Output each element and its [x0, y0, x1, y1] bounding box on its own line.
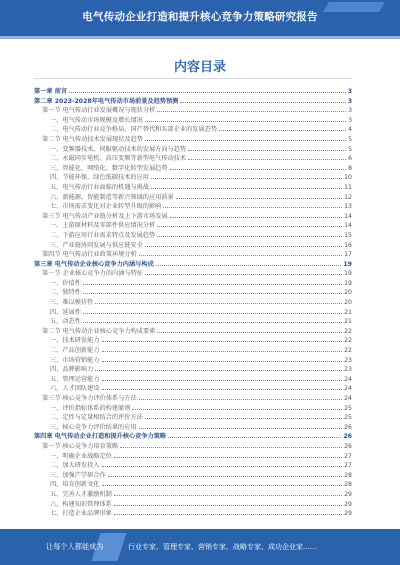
toc-entry[interactable]	[34, 316, 352, 326]
toc-leader-dots	[145, 115, 346, 122]
toc-entry-page: 3	[348, 107, 352, 115]
toc-leader-dots	[145, 268, 342, 275]
toc-entry-page: 17	[344, 251, 352, 259]
toc-leader-dots	[108, 470, 342, 477]
toc-entry-page: 5	[348, 145, 352, 153]
toc-entry-page: 27	[344, 462, 352, 470]
toc-entry-page: 3	[347, 88, 352, 95]
toc-entry[interactable]	[34, 307, 352, 317]
toc-entry-label: 三、市场营销能力	[50, 356, 100, 364]
toc-entry-label: 二、下游应用行业需求特点及发展趋势	[50, 231, 156, 239]
toc-entry[interactable]	[34, 499, 352, 509]
toc-entry-label: 五、电气传动行业面临的机遇与挑战	[50, 183, 149, 191]
toc-entry[interactable]	[34, 451, 352, 461]
toc-entry-page: 19	[343, 260, 352, 268]
toc-entry-label: 第三节 核心竞争力评价体系与方法	[42, 395, 137, 402]
toc-leader-dots	[170, 211, 342, 218]
toc-entry-label: 第一章 前言	[34, 88, 68, 95]
toc-entry[interactable]	[34, 383, 352, 393]
toc-entry[interactable]	[34, 278, 352, 288]
toc-entry[interactable]	[34, 115, 352, 125]
toc-entry-page: 3	[348, 116, 352, 124]
toc-leader-dots	[145, 240, 342, 247]
toc-entry-page: 5	[348, 135, 352, 143]
toc-leader-dots	[168, 431, 341, 438]
toc-entry-page: 29	[344, 490, 352, 498]
toc-entry[interactable]	[34, 134, 352, 144]
toc-leader-dots	[157, 105, 346, 112]
toc-entry[interactable]	[34, 192, 352, 202]
toc-leader-dots	[157, 326, 342, 333]
toc-entry-label: 一、技术研发能力	[50, 337, 100, 345]
toc-entry-page: 26	[343, 433, 352, 441]
toc-entry-label: 七、市场需求变化对企业转型升级的影响	[50, 203, 162, 211]
toc-entry-label: 一、变频器技术、伺服驱动技术的发展方向与趋势	[50, 145, 187, 153]
toc-entry-label: 一、电气传动市场规模及增长情况	[50, 116, 143, 124]
toc-leader-dots	[102, 383, 343, 390]
toc-entry-page: 20	[344, 289, 352, 297]
toc-entry-label: 第二节 电气传动技术发展现状及趋势	[42, 135, 143, 143]
toc-entry-page: 21	[344, 318, 352, 326]
toc-entry[interactable]	[34, 124, 352, 134]
toc-leader-dots	[83, 278, 342, 285]
toc-entry-page: 27	[344, 452, 352, 460]
toc-entry-label: 一、价值性	[50, 279, 81, 287]
toc-entry[interactable]	[34, 364, 352, 374]
toc-entry-label: 四、品牌影响力	[50, 366, 94, 374]
toc-entry-label: 三、核心竞争力评价结果的应用	[50, 423, 137, 431]
toc-entry-label: 五、管理运营能力	[50, 375, 100, 383]
toc-entry-page: 26	[344, 423, 352, 431]
toc-entry-page: 4	[348, 126, 352, 134]
header-underline	[0, 36, 400, 39]
toc-entry-page: 21	[344, 308, 352, 316]
toc-leader-dots	[139, 422, 343, 429]
toc-entry-page: 20	[344, 299, 352, 307]
toc-leader-dots	[188, 144, 346, 151]
toc-entry-label: 第一节 核心竞争力培育策略	[42, 442, 119, 450]
toc-entry-page: 26	[344, 442, 352, 450]
toc-entry[interactable]	[34, 345, 352, 355]
toc-entry-label: 七、打造企业品牌形象	[50, 510, 112, 518]
toc-entry-label: 五、动态性	[50, 318, 81, 326]
toc-leader-dots	[83, 287, 342, 294]
toc-entry[interactable]	[34, 144, 352, 154]
toc-entry-page: 3	[347, 97, 352, 105]
toc-entry[interactable]	[34, 479, 352, 489]
toc-entry[interactable]	[34, 431, 352, 441]
toc-leader-dots	[69, 86, 346, 93]
toc-entry-page: 29	[344, 500, 352, 508]
toc-entry-label: 三、产业链协同发展与供应链安全	[50, 241, 143, 249]
page-footer	[0, 529, 400, 565]
toc-leader-dots	[102, 355, 343, 362]
toc-entry-page: 14	[344, 222, 352, 230]
toc-leader-dots	[102, 460, 343, 467]
toc-leader-dots	[170, 163, 347, 170]
toc-leader-dots	[157, 220, 342, 227]
toc-entry-page: 10	[344, 174, 352, 182]
toc-entry[interactable]	[34, 96, 352, 106]
toc-entry-label: 第三节 电气传动产业链分析及上下游市场发展	[42, 212, 168, 220]
toc-leader-dots	[95, 297, 342, 304]
toc-leader-dots	[156, 259, 342, 266]
toc-entry[interactable]	[34, 153, 352, 163]
toc-entry[interactable]	[34, 259, 352, 269]
toc-entry[interactable]	[34, 460, 352, 470]
toc-title: 内容目录	[173, 60, 226, 75]
toc-entry[interactable]	[34, 335, 352, 345]
toc-entry[interactable]	[34, 287, 352, 297]
toc-entry-page: 8	[348, 164, 352, 172]
toc-leader-dots	[139, 249, 342, 256]
toc-entry[interactable]	[34, 172, 352, 182]
toc-entry-label: 第四章 电气传动企业打造和提升核心竞争力策略	[34, 433, 167, 441]
toc-leader-dots	[151, 172, 342, 179]
toc-entry[interactable]	[34, 441, 352, 451]
toc-entry[interactable]	[34, 470, 352, 480]
toc-entry[interactable]	[34, 326, 352, 336]
toc-entry-label: 第一节 企业核心竞争力的内涵与特征	[42, 270, 143, 278]
toc-entry-page: 25	[344, 414, 352, 422]
toc-leader-dots	[180, 96, 345, 103]
toc-leader-dots	[114, 499, 342, 506]
toc-entry[interactable]	[34, 403, 352, 413]
toc-leader-dots	[102, 335, 343, 342]
toc-entry-label: 第四节 电气传动行业政策环境分析	[42, 251, 137, 259]
toc-entry-label: 一、评价指标体系的构建原则	[50, 404, 131, 412]
toc-entry-label: 一、明确企业战略定位	[50, 452, 112, 460]
toc-entry-label: 六、构建知识管理体系	[50, 500, 112, 508]
toc-entry-label: 第二节 电气传动企业核心竞争力构成要素	[42, 327, 156, 335]
toc-entry-label: 第三章 电气传动企业核心竞争力内涵与构成	[34, 260, 154, 268]
toc-entry[interactable]	[34, 374, 352, 384]
toc-entry-label: 二、永磁同步电机、高压变频等新型电气传动技术	[50, 155, 187, 163]
toc-entry-page: 29	[344, 510, 352, 518]
toc-entry-page: 28	[344, 481, 352, 489]
toc-entry-label: 二、电气传动行业竞争格局、国产替代和头部企业的发展态势	[50, 126, 218, 134]
toc-entry[interactable]	[34, 182, 352, 192]
toc-entry-label: 三、难以模仿性	[50, 299, 94, 307]
toc-entry[interactable]	[34, 220, 352, 230]
toc-leader-dots	[163, 201, 342, 208]
toc-entry-page: 19	[344, 270, 352, 278]
toc-entry[interactable]	[34, 355, 352, 365]
toc-leader-dots	[114, 489, 342, 496]
toc-entry-page: 22	[344, 337, 352, 345]
toc-entry[interactable]	[34, 489, 352, 499]
page-header	[0, 0, 400, 36]
footer-slogan: 让每个人都能成为	[46, 542, 104, 551]
toc-entry-page: 11	[344, 183, 352, 191]
report-title: 电气传动企业打造和提升核心竞争力策略研究报告	[82, 11, 318, 23]
toc-entry[interactable]	[34, 249, 352, 259]
toc-entry[interactable]	[34, 268, 352, 278]
toc-leader-dots	[83, 316, 342, 323]
toc-entry[interactable]	[34, 422, 352, 432]
toc-entry-label: 四、延展性	[50, 308, 81, 316]
toc-leader-dots	[151, 182, 342, 189]
footer-services: 行业专家、管理专家、营销专家、战略专家、成功企业家……	[128, 543, 317, 551]
toc-leader-dots	[120, 441, 342, 448]
toc-entry-page: 24	[344, 375, 352, 383]
toc-entry[interactable]	[34, 412, 352, 422]
toc-entry-label: 六、人才团队建设	[50, 385, 100, 393]
toc-entry-label: 二、定性与定量相结合的评价方法	[50, 414, 143, 422]
toc-leader-dots	[188, 153, 346, 160]
toc-entry-label: 三、加强产学研合作	[50, 471, 106, 479]
toc-leader-dots	[132, 403, 342, 410]
toc-entry-page: 24	[344, 385, 352, 393]
toc-entry-label: 三、智能化、网络化、数字化转型发展趋势	[50, 164, 168, 172]
toc-entry-page: 25	[344, 404, 352, 412]
toc-entry-page: 6	[348, 155, 352, 163]
toc-entry-label: 四、节能环保、绿色低碳技术的应用	[50, 174, 149, 182]
toc-entry[interactable]	[34, 211, 352, 221]
toc-leader-dots	[145, 412, 342, 419]
toc-entry-page: 15	[344, 231, 352, 239]
toc-leader-dots	[114, 508, 342, 515]
toc-entry-label: 二、独特性	[50, 289, 81, 297]
toc-entry-label: 一、上游原材料及零部件供应情况分析	[50, 222, 156, 230]
toc-entry[interactable]	[34, 508, 352, 518]
toc-entry[interactable]	[34, 230, 352, 240]
toc-entry-label: 第二章 2023-2028年电气传动市场前景及趋势预测	[34, 97, 179, 105]
toc-leader-dots	[157, 230, 342, 237]
toc-leader-dots	[102, 345, 343, 352]
toc-entry-page: 13	[344, 203, 352, 211]
toc-entry[interactable]	[34, 393, 352, 403]
toc-entry-label: 二、产品创新能力	[50, 347, 100, 355]
toc-entry[interactable]	[34, 105, 352, 115]
toc-entry[interactable]	[34, 297, 352, 307]
toc-leader-dots	[176, 192, 342, 199]
toc-leader-dots	[83, 307, 342, 314]
toc-entry[interactable]	[34, 201, 352, 211]
toc-leader-dots	[114, 451, 342, 458]
toc-leader-dots	[145, 134, 346, 141]
toc-entry-label: 五、完善人才激励机制	[50, 490, 112, 498]
toc-entry-page: 23	[344, 356, 352, 364]
toc-entry-page: 22	[344, 347, 352, 355]
toc-leader-dots	[95, 364, 342, 371]
toc-leader-dots	[139, 393, 342, 400]
toc-entry-page: 16	[344, 241, 352, 249]
toc-entry-label: 六、新能源、智能制造等新兴领域的应用前景	[50, 193, 174, 201]
toc-leader-dots	[102, 374, 343, 381]
toc-entry-page: 23	[344, 366, 352, 374]
toc-entry-label: 四、培育创新文化	[50, 481, 100, 489]
toc-leader-dots	[219, 124, 346, 131]
toc-entry[interactable]	[34, 163, 352, 173]
toc-entry-page: 24	[344, 395, 352, 402]
toc-entry-page: 12	[344, 193, 352, 201]
toc-divider	[34, 78, 352, 79]
toc-entry-page: 14	[344, 212, 352, 220]
toc-entry-page: 19	[344, 279, 352, 287]
toc-entry-page: 28	[344, 471, 352, 479]
toc-entry-page: 22	[344, 327, 352, 335]
table-of-contents	[34, 86, 352, 518]
toc-entry-label: 二、加大研发投入	[50, 462, 100, 470]
toc-leader-dots	[102, 479, 343, 486]
toc-entry-label: 第一节 电气传动行业发展概况与现状分析	[42, 107, 156, 115]
toc-entry[interactable]	[34, 86, 352, 96]
toc-entry[interactable]	[34, 240, 352, 250]
